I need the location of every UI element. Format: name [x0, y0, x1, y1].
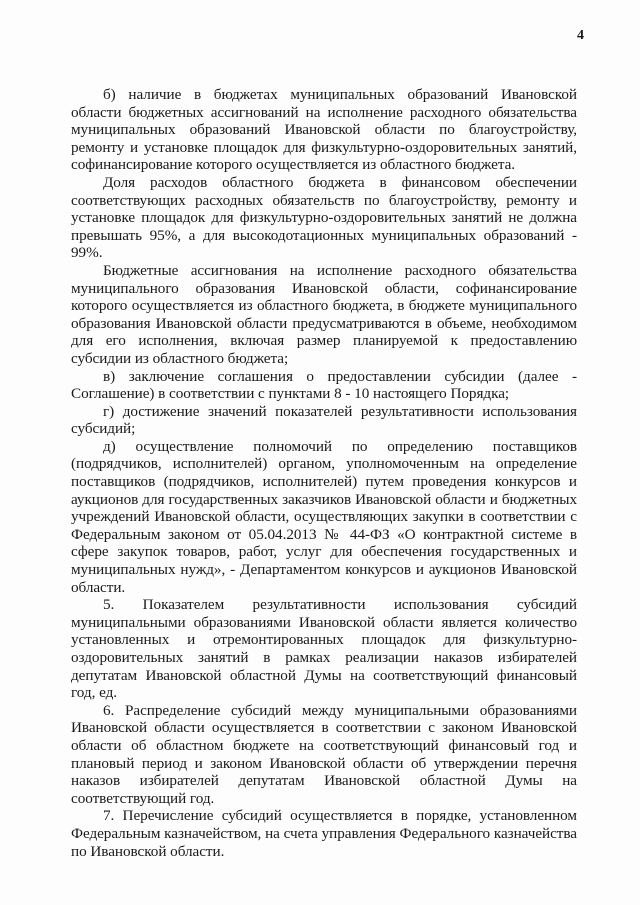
paragraph-5: 5. Показателем результативности использования субсидий муниципальными образованиями Ивановской области является количество установленных и отремонтированных площадок для физкультурно-оздоровительных занятий в рамках реализации наказов избирателей депутатам Ивановской областной Думы на соответствующий финансовый год, ед. — [71, 596, 577, 702]
paragraph-share: Доля расходов областного бюджета в финансовом обеспечении соответствующих расходных обязательств по благоустройству, ремонту и установке площадок для физкультурно-оздоровительных занятий не должна превышать 95%, а для высокодотационных муниципальных образований - 99%. — [71, 173, 577, 262]
paragraph-v: в) заключение соглашения о предоставлении субсидии (далее - Соглашение) в соответствии с пунктами 8 - 10 настоящего Порядка; — [71, 367, 577, 403]
document-body — [71, 86, 577, 860]
paragraph-g: г) достижение значений показателей результативности использования субсидий; — [71, 402, 577, 438]
paragraph-7: 7. Перечисление субсидий осуществляется в порядке, установленном Федеральным казначейством, на счета управления Федерального казначейства по Ивановской области. — [71, 807, 577, 860]
paragraph-6: 6. Распределение субсидий между муниципальными образованиями Ивановской области осуществляется в соответствии с законом Ивановской области об областном бюджете на соответствующий финансовый год и плановый период и законом Ивановской области об утверждении перечня наказов избирателей депутатам Ивановской областной Думы на соответствующий год. — [71, 701, 577, 807]
page-number: 4 — [577, 28, 584, 43]
paragraph-d: д) осуществление полномочий по определению поставщиков (подрядчиков, исполнителей) органом, уполномоченным на определение поставщиков (подрядчиков, исполнителей) путем проведения конкурсов и аукционов для государственных заказчиков Ивановской области и бюджетных учреждений Ивановской области, осуществляющих закупки в соответствии с Федеральным законом от 05.04.2013 № 44-ФЗ «О контрактной системе в сфере закупок товаров, работ, услуг для обеспечения государственных и муниципальных нужд», - Департаментом конкурсов и аукционов Ивановской области. — [71, 437, 577, 596]
paragraph-allocations: Бюджетные ассигнования на исполнение расходного обязательства муниципального образования Ивановской области, софинансирование которого осуществляется из областного бюджета, в бюджете муниципального образования Ивановской области предусматриваются в объеме, необходимом для его исполнения, включая размер планируемой к предоставлению субсидии из областного бюджета; — [71, 261, 577, 367]
paragraph-b: б) наличие в бюджетах муниципальных образований Ивановской области бюджетных ассигнований на исполнение расходного обязательства муниципальных образований Ивановской области по благоустройству, ремонту и установке площадок для физкультурно-оздоровительных занятий, софинансирование которого осуществляется из областного бюджета. — [71, 86, 577, 174]
